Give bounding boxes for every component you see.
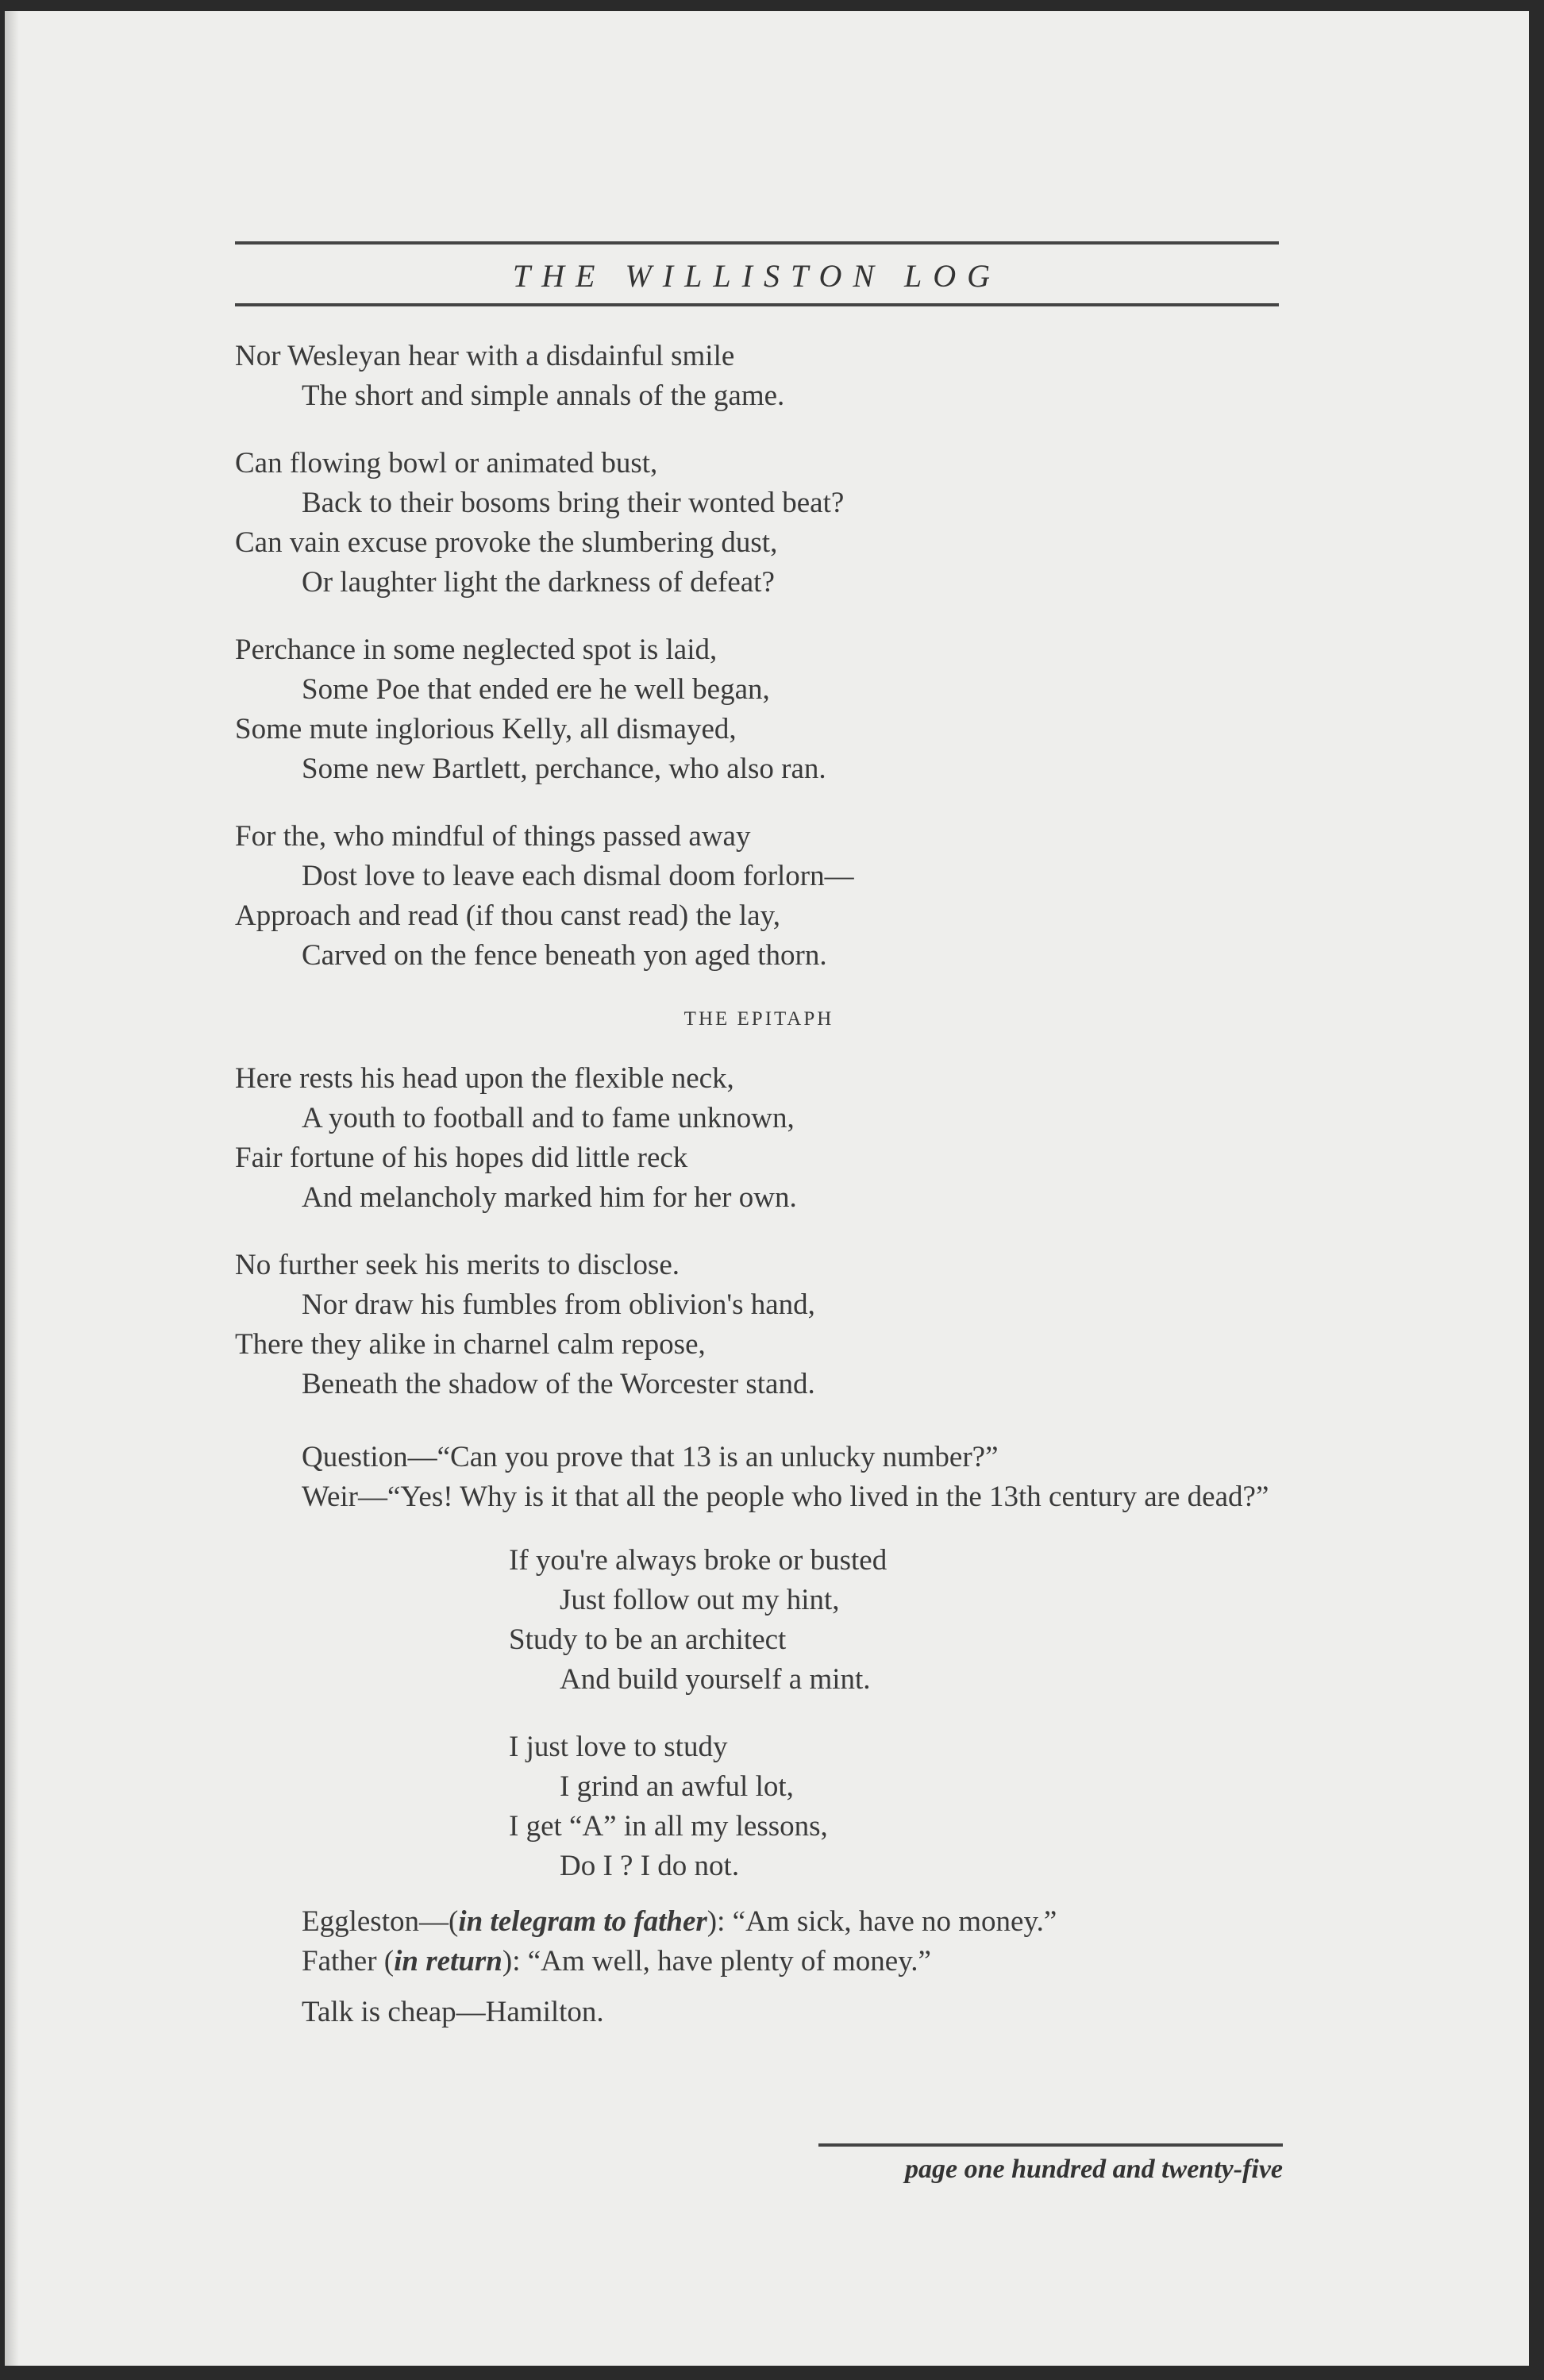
verse-line: A youth to football and to fame unknown,: [302, 1102, 795, 1134]
verse-line: Back to their bosoms bring their wonted beat?: [302, 487, 845, 519]
verse-line: I just love to study: [509, 1731, 728, 1763]
stanza: [235, 817, 1283, 976]
verse-line: And melancholy marked him for her own.: [302, 1181, 797, 1214]
epitaph-heading: THE EPITAPH: [683, 1008, 834, 1030]
verse-line: Some mute inglorious Kelly, all dismayed,: [235, 713, 737, 745]
verse-line: No further seek his merits to disclose.: [235, 1249, 680, 1281]
answer-paragraph: Weir—“Yes! Why is it that all the people who lived in the 13th century are dead?”: [302, 1481, 1269, 1513]
verse-line: Or laughter light the darkness of defeat?: [302, 566, 775, 599]
running-header: [235, 241, 1279, 306]
verse-line: Some Poe that ended ere he well began,: [302, 673, 770, 706]
stage-note: in telegram to father: [458, 1905, 707, 1938]
verse-line: Perchance in some neglected spot is laid,: [235, 634, 718, 666]
eggleston-line: [235, 1902, 1283, 1942]
verse-line: Carved on the fence beneath yon aged thorn.: [302, 939, 827, 972]
page-number-label: page one hundred and twenty-five: [905, 2155, 1283, 2184]
stanza: [235, 444, 1283, 603]
verse-line: Beneath the shadow of the Worcester stand.: [302, 1368, 815, 1400]
verse-block: [509, 1541, 1283, 1886]
verse-line: For the, who mindful of things passed away: [235, 820, 751, 853]
dialogue: [235, 1438, 1283, 1517]
speaker: Father (: [302, 1945, 395, 1978]
verse-line: Approach and read (if thou canst read) the lay,: [235, 899, 780, 932]
verse-line: Fair fortune of his hopes did little reck: [235, 1142, 688, 1174]
verse-line: And build yourself a mint.: [560, 1663, 871, 1696]
verse-line: I get “A” in all my lessons,: [509, 1810, 828, 1843]
stage-note: in return: [394, 1945, 502, 1978]
verse-line: I grind an awful lot,: [560, 1770, 794, 1803]
hamilton-line: Talk is cheap—Hamilton.: [302, 1996, 604, 2028]
stanza: [235, 630, 1283, 789]
verse-line: Some new Bartlett, perchance, who also ran.: [302, 753, 826, 785]
verse-line: Just follow out my hint,: [560, 1584, 840, 1616]
stanza: [235, 337, 1283, 416]
page: [5, 11, 1529, 2366]
verse-line: Dost love to leave each dismal doom forlorn—: [302, 860, 854, 892]
quote: ): “Am sick, have no money.”: [707, 1905, 1057, 1938]
jokes-block: [235, 1902, 1283, 2032]
page-footer: [818, 2143, 1283, 2185]
verse-line: Nor Wesleyan hear with a disdainful smile: [235, 340, 735, 372]
verse-line: Can vain excuse provoke the slumbering dust,: [235, 526, 778, 559]
speaker: Eggleston—(: [302, 1905, 459, 1938]
verse-line: If you're always broke or busted: [509, 1544, 888, 1577]
quote: ): “Am well, have plenty of money.”: [502, 1945, 931, 1978]
verse-line: Can flowing bowl or animated bust,: [235, 447, 658, 479]
question-line: Question—“Can you prove that 13 is an unlucky number?”: [302, 1441, 999, 1473]
father-line: [235, 1942, 1283, 1981]
verse-line: Do I ? I do not.: [560, 1850, 740, 1882]
verse-line: Nor draw his fumbles from oblivion's hand,: [302, 1288, 815, 1321]
page-content: [235, 337, 1283, 2032]
verse-line: Here rests his head upon the flexible neck,: [235, 1062, 734, 1095]
verse-line: Study to be an architect: [509, 1623, 787, 1656]
epitaph-stanza: [235, 1059, 1283, 1218]
header-title: THE WILLISTON LOG: [512, 258, 1002, 294]
stanza: [509, 1541, 1283, 1700]
epitaph-stanza: [235, 1246, 1283, 1404]
verse-line: The short and simple annals of the game.: [302, 379, 785, 412]
verse-line: There they alike in charnel calm repose,: [235, 1328, 706, 1361]
stanza: [509, 1727, 1283, 1886]
